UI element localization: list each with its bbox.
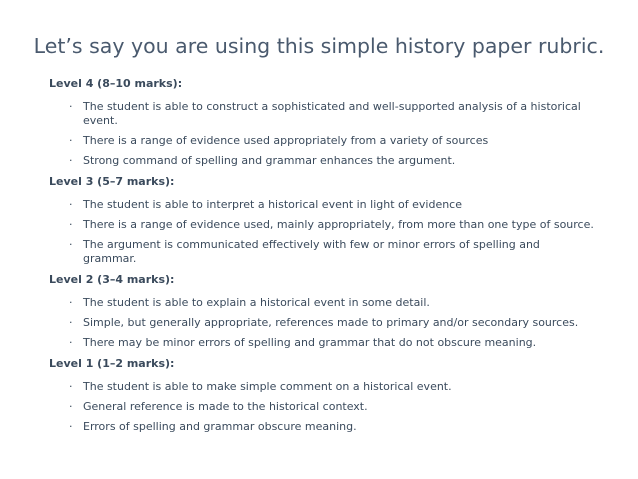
level-heading: Level 3 (5–7 marks): — [49, 175, 175, 188]
criteria-text: There may be minor errors of spelling and grammar that do not obscure meaning. — [83, 336, 537, 349]
criteria-text: The student is able to construct a sophisticated and well-supported analysis of a historical event. — [83, 100, 581, 127]
criteria-item — [49, 420, 594, 434]
bullet-icon: · — [69, 316, 73, 329]
criteria-item — [49, 380, 594, 394]
level-heading: Level 4 (8–10 marks): — [49, 77, 183, 90]
criteria-text: There is a range of evidence used, mainly appropriately, from more than one type of source. — [83, 218, 594, 231]
criteria-text: The student is able to explain a historical event in some detail. — [83, 296, 430, 309]
criteria-text: The student is able to interpret a historical event in light of evidence — [83, 198, 462, 211]
bullet-icon: · — [69, 420, 73, 433]
criteria-list — [49, 198, 594, 266]
bullet-icon: · — [69, 238, 73, 251]
level-heading: Level 2 (3–4 marks): — [49, 273, 175, 286]
bullet-icon: · — [69, 400, 73, 413]
criteria-text: Errors of spelling and grammar obscure meaning. — [83, 420, 357, 433]
criteria-text: Simple, but generally appropriate, references made to primary and/or secondary sources. — [83, 316, 579, 329]
criteria-text: Strong command of spelling and grammar enhances the argument. — [83, 154, 456, 167]
rubric-level-2 — [49, 272, 594, 350]
bullet-icon: · — [69, 154, 73, 167]
rubric-level-3 — [49, 174, 594, 266]
criteria-item — [49, 218, 594, 232]
criteria-item — [49, 336, 594, 350]
criteria-item — [49, 400, 594, 414]
criteria-text: The argument is communicated effectively with few or minor errors of spelling and grammar. — [83, 238, 540, 265]
criteria-item — [49, 198, 594, 212]
bullet-icon: · — [69, 296, 73, 309]
criteria-item — [49, 134, 594, 148]
bullet-icon: · — [69, 336, 73, 349]
criteria-list — [49, 100, 594, 168]
level-heading: Level 1 (1–2 marks): — [49, 357, 175, 370]
bullet-icon: · — [69, 380, 73, 393]
criteria-list — [49, 296, 594, 350]
criteria-text: General reference is made to the historical context. — [83, 400, 368, 413]
slide-title: Let’s say you are using this simple history paper rubric. — [33, 34, 605, 58]
criteria-item — [49, 296, 594, 310]
criteria-item — [49, 100, 594, 128]
bullet-icon: · — [69, 218, 73, 231]
bullet-icon: · — [69, 198, 73, 211]
criteria-item — [49, 154, 594, 168]
bullet-icon: · — [69, 100, 73, 113]
criteria-list — [49, 380, 594, 434]
rubric-level-4 — [49, 76, 594, 168]
rubric-level-1 — [49, 356, 594, 434]
criteria-text: There is a range of evidence used appropriately from a variety of sources — [83, 134, 489, 147]
criteria-item — [49, 238, 594, 266]
criteria-item — [49, 316, 594, 330]
bullet-icon: · — [69, 134, 73, 147]
rubric — [49, 76, 594, 440]
criteria-text: The student is able to make simple comment on a historical event. — [83, 380, 452, 393]
